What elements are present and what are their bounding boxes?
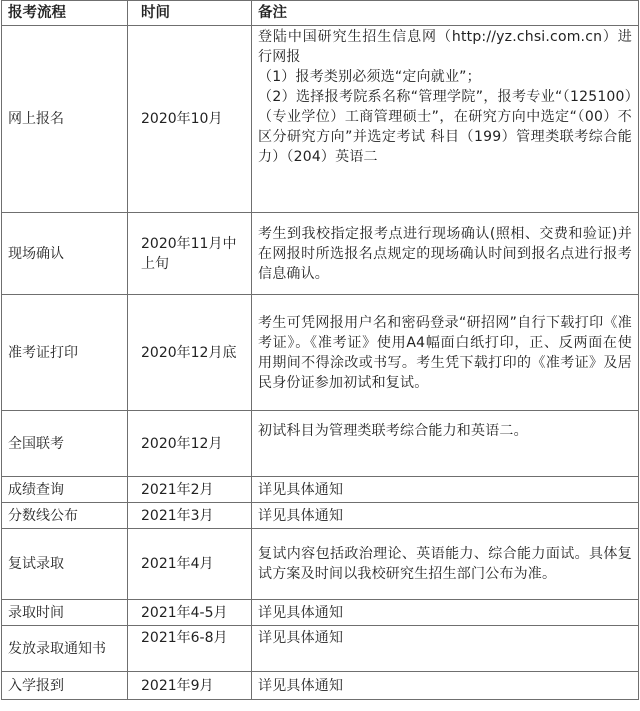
time-cell: 2021年3月 [128, 503, 252, 529]
notes-cell: 初试科目为管理类联考综合能力和英语二。 [252, 411, 639, 477]
time-cell: 2020年12月 [128, 411, 252, 477]
notes-cell: 详见具体通知 [252, 503, 639, 529]
time-cell: 2021年4-5月 [128, 600, 252, 626]
time-cell: 2021年6-8月 [128, 626, 252, 672]
notes-cell: 详见具体通知 [252, 477, 639, 503]
table-row [2, 503, 639, 529]
process-cell: 分数线公布 [2, 503, 128, 529]
table-row [2, 626, 639, 672]
process-cell: 网上报名 [2, 26, 128, 213]
table-row [2, 26, 639, 213]
notes-paragraph: 登陆中国研究生招生信息网（http://yz.chsi.com.cn）进行网报 [258, 29, 632, 65]
header-process: 报考流程 [2, 1, 128, 26]
process-cell: 准考证打印 [2, 295, 128, 411]
time-cell: 2020年12月底 [128, 295, 252, 411]
process-cell: 全国联考 [2, 411, 128, 477]
time-cell: 2021年9月 [128, 672, 252, 700]
time-cell: 2020年10月 [128, 26, 252, 213]
notes-cell: 详见具体通知 [252, 672, 639, 700]
table-row [2, 295, 639, 411]
table-row [2, 411, 639, 477]
table-row [2, 600, 639, 626]
header-notes: 备注 [252, 1, 639, 26]
notes-paragraph: （1）报考类别必须选“定向就业”； [258, 69, 481, 85]
table-row [2, 529, 639, 600]
table-row [2, 477, 639, 503]
process-cell: 入学报到 [2, 672, 128, 700]
table-row [2, 672, 639, 700]
notes-cell: 详见具体通知 [252, 600, 639, 626]
admission-schedule-table [1, 0, 639, 700]
table-row [2, 213, 639, 295]
header-time: 时间 [128, 1, 252, 26]
process-cell: 录取时间 [2, 600, 128, 626]
process-cell: 成绩查询 [2, 477, 128, 503]
notes-cell: 考生可凭网报用户名和密码登录“研招网”自行下载打印《准考证》。《准考证》使用A4幅面白纸打印，正、反两面在使用期间不得涂改或书写。考生凭下载打印的《准考证》及居民身份证参加初试和复试。 [252, 295, 639, 411]
time-cell: 2021年4月 [128, 529, 252, 600]
notes-cell: 考生到我校指定报考点进行现场确认(照相、交费和验证)并在网报时所选报名点规定的现场确认时间到报名点进行报考信息确认。 [252, 213, 639, 295]
notes-paragraph: （2）选择报考院系名称“管理学院”，报考专业“（125100）（专业学位）工商管理硕士”，在研究方向中选定“（00）不区分研究方向”并选定考试 科目（199）管理类联考综合能力）（204）英语二 [258, 89, 632, 165]
time-cell: 2021年2月 [128, 477, 252, 503]
time-cell: 2020年11月中上旬 [128, 213, 252, 295]
process-cell: 发放录取通知书 [2, 626, 128, 672]
notes-cell [252, 26, 639, 213]
table-header-row [2, 1, 639, 26]
notes-cell: 复试内容包括政治理论、英语能力、综合能力面试。具体复试方案及时间以我校研究生招生部门公布为准。 [252, 529, 639, 600]
process-cell: 现场确认 [2, 213, 128, 295]
notes-cell: 详见具体通知 [252, 626, 639, 672]
process-cell: 复试录取 [2, 529, 128, 600]
